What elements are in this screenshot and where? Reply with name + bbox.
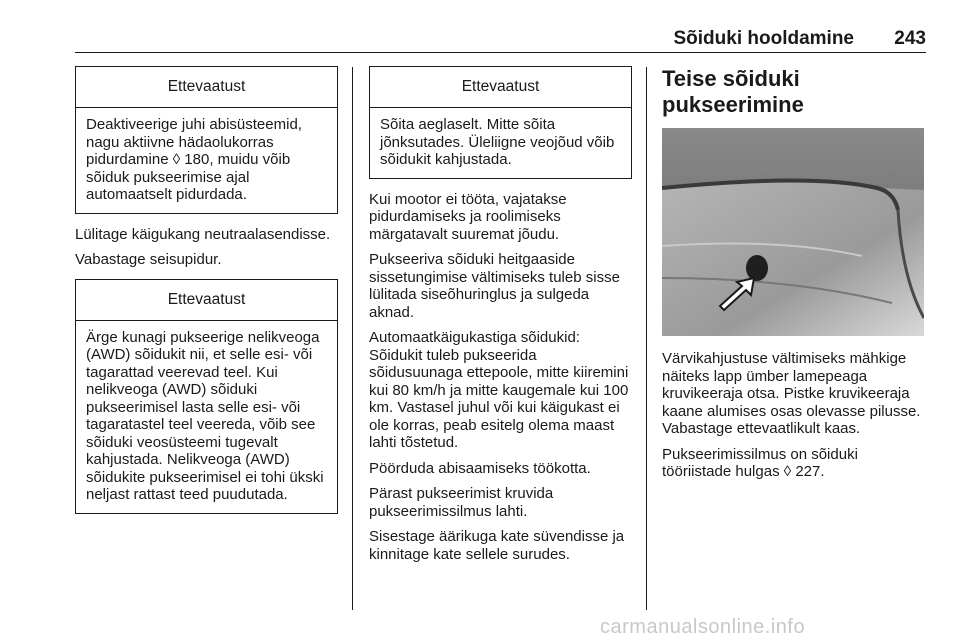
warning-heading: Ettevaatust bbox=[76, 67, 337, 108]
tow-eye-cover-icon bbox=[746, 255, 768, 281]
warning-text: Ärge kunagi pukseerige nelikveoga (AWD) sõidukit nii, et selle esi- või tagarattad veerevad teel. Kui nelikveoga (AWD) sõiduki pukseerimisel lasta selle esi- või tagaratastel teel veereda, võib see sõiduki veosüsteemi tugevalt kahjustada. Nelikveoga (AWD) sõidukite pukseerimisel ei tohi ükski neljast rattast teed puudutada. bbox=[86, 328, 324, 503]
header-rule bbox=[75, 52, 926, 53]
paragraph: Pukseeriva sõiduki heitgaaside sissetungimise vältimiseks tuleb sisse lülitada siseõhuringlus ja sulgeda aknad. bbox=[369, 251, 620, 321]
paragraph: Kui mootor ei tööta, vajatakse pidurdamiseks ja roolimiseks märgatavalt suuremat jõudu. bbox=[369, 190, 567, 243]
warning-box bbox=[369, 66, 632, 179]
paragraph: Pukseerimissilmus on sõiduki tööriistade hulgas ◊ 227. bbox=[662, 445, 858, 480]
column-right bbox=[662, 66, 926, 489]
warning-box bbox=[75, 279, 338, 514]
section-title: Teise sõiduki pukseerimine bbox=[662, 66, 804, 117]
paragraph: Sisestage äärikuga kate süvendisse ja kinnitage kate sellele surudes. bbox=[369, 528, 625, 563]
warning-text: Deaktiveerige juhi abisüsteemid, nagu aktiivne hädaolukorras pidurdamine ◊ 180, muidu võib sõiduk pukseerimise ajal automaatselt pidurdada. bbox=[86, 116, 302, 203]
page-number: 243 bbox=[894, 28, 926, 49]
paragraph: Pöörduda abisaamiseks töökotta. bbox=[369, 459, 591, 477]
page-header bbox=[75, 28, 926, 48]
paragraph: Värvikahjustuse vältimiseks mähkige näiteks lapp ümber lamepeaga kruvikeeraja otsa. Pistke kruvikeeraja kaane alumises osas olevasse pilusse. Vabastage ettevaatlikult kaas. bbox=[662, 350, 921, 437]
column-middle bbox=[369, 66, 632, 571]
paragraph: Vabastage seisupidur. bbox=[75, 251, 222, 268]
header-title: Sõiduki hooldamine bbox=[673, 28, 854, 49]
warning-box bbox=[75, 66, 338, 214]
paragraph: Automaatkäigukastiga sõidukid: Sõidukit tuleb pukseerida sõidusuunaga ettepoole, mitte kiiremini kui 80 km/h ja mitte kaugemale kui 100 km. Vastasel juhul või kui käigukast ei ole korras, peab esitelg olema maast lahti tõstetud. bbox=[369, 329, 629, 451]
tow-eye-cover-photo bbox=[662, 128, 924, 336]
watermark: carmanualsonline.info bbox=[600, 616, 806, 638]
paragraph: Pärast pukseerimist kruvida pukseerimissilmus lahti. bbox=[369, 485, 554, 520]
column-left bbox=[75, 66, 338, 524]
warning-text: Sõita aeglaselt. Mitte sõita jõnksutades. Üleliigne veojõud võib sõidukit kahjustada. bbox=[380, 116, 615, 168]
column-divider bbox=[352, 67, 353, 610]
bumper-illustration bbox=[662, 128, 924, 336]
paragraph: Lülitage käigukang neutraalasendisse. bbox=[75, 225, 331, 243]
column-divider bbox=[646, 67, 647, 610]
warning-heading: Ettevaatust bbox=[76, 280, 337, 321]
warning-heading: Ettevaatust bbox=[370, 67, 631, 108]
